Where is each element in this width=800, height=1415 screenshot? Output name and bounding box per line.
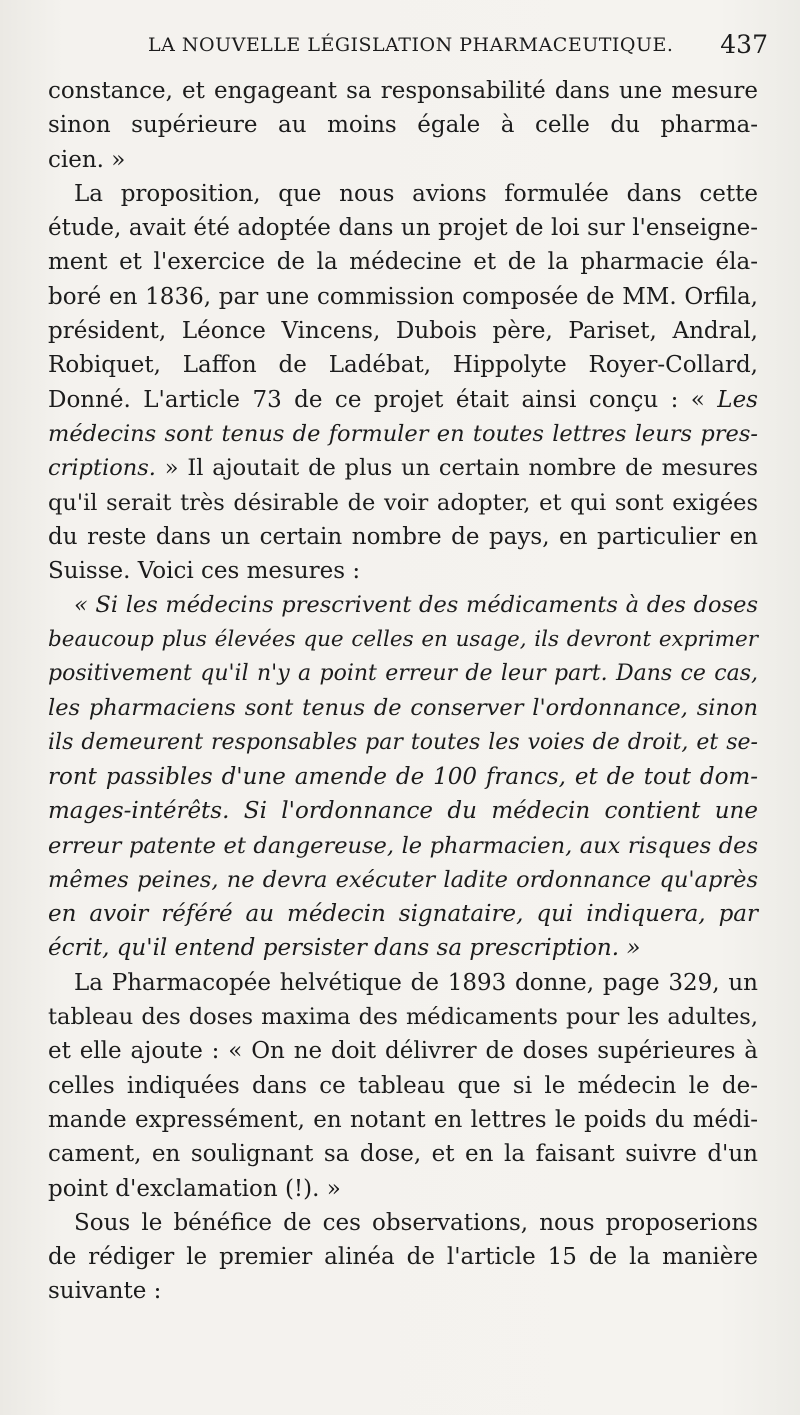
text-line [48,451,758,485]
text-line: de rédiger le premier alinéa de l'article 15 de la manière [48,1244,758,1271]
quotation-line: beaucoup plus élevées que celles en usage, ils devront exprimer [48,626,758,652]
page-header [40,30,768,64]
quotation-first-line: « Si les médecins prescrivent des médicaments à des doses [74,592,758,619]
page-number: 437 [720,30,768,59]
paragraph-first-line: La proposition, que nous avions formulée dans cette [74,180,758,207]
text-line: étude, avait été adoptée dans un projet de loi sur l'enseigne- [48,215,758,242]
text-line: constance, et engageant sa responsabilité dans une mesure [48,78,758,104]
quotation-line: ils demeurent responsables par toutes les voies de droit, et se- [48,729,758,755]
italic-text-line: médecins sont tenus de formuler en toutes lettres leurs pres- [48,420,758,447]
text-line: cament, en soulignant sa dose, et en la faisant suivre d'un [48,1141,758,1168]
text-line: mande expressément, en notant en lettres le poids du médi- [48,1106,758,1133]
text-line: et elle ajoute : « On ne doit délivrer de doses supérieures à [48,1038,758,1065]
body-text [48,74,758,1309]
text-line: suivante : [48,1278,162,1305]
text-line: Suisse. Voici ces mesures : [48,558,361,585]
italic-segment: Les [717,386,758,413]
paragraph-first-line: La Pharmacopée helvétique de 1893 donne, page 329, un [74,969,758,996]
italic-segment: criptions. [48,455,156,482]
text-segment: Donné. L'article 73 de ce projet était ainsi conçu : « [48,386,705,413]
quotation-line: mages-intérêts. Si l'ordonnance du médecin contient une [48,798,758,825]
quotation-line: en avoir référé au médecin signataire, qui indiquera, par [48,901,758,928]
paragraph-first-line: Sous le bénéfice de ces observations, nous proposerions [74,1209,758,1236]
text-line: Robiquet, Laffon de Ladébat, Hippolyte Royer-Collard, [48,352,758,379]
text-line: président, Léonce Vincens, Dubois père, Pariset, Andral, [48,318,758,345]
text-line: ment et l'exercice de la médecine et de la pharmacie éla- [48,249,758,276]
quotation-line: ront passibles d'une amende de 100 francs, et de tout dom- [48,763,758,790]
quotation-line: mêmes peines, ne devra exécuter ladite ordonnance qu'après [48,866,758,893]
text-line: boré en 1836, par une commission composée de MM. Orfila, [48,283,758,310]
text-line: du reste dans un certain nombre de pays, en particulier en [48,523,758,550]
text-line: sinon supérieure au moins égale à celle du pharma- [48,112,758,139]
text-line [48,383,758,417]
text-line: qu'il serait très désirable de voir adopter, et qui sont exigées [48,489,758,516]
text-line: celles indiquées dans ce tableau que si le médecin le de- [48,1072,758,1099]
text-segment: » Il ajoutait de plus un certain nombre de mesures [164,455,758,482]
quotation-line: écrit, qu'il entend persister dans sa prescription. » [48,935,641,962]
quotation-line: les pharmaciens sont tenus de conserver l'ordonnance, sinon [48,695,758,722]
text-line: cien. » [48,146,126,173]
text-line: point d'exclamation (!). » [48,1175,341,1202]
quotation-line: positivement qu'il n'y a point erreur de leur part. Dans ce cas, [48,661,758,687]
running-title: LA NOUVELLE LÉGISLATION PHARMACEUTIQUE. [148,34,674,56]
quotation-line: erreur patente et dangereuse, le pharmacien, aux risques des [48,832,758,859]
text-line: tableau des doses maxima des médicaments pour les adultes, [48,1004,758,1031]
